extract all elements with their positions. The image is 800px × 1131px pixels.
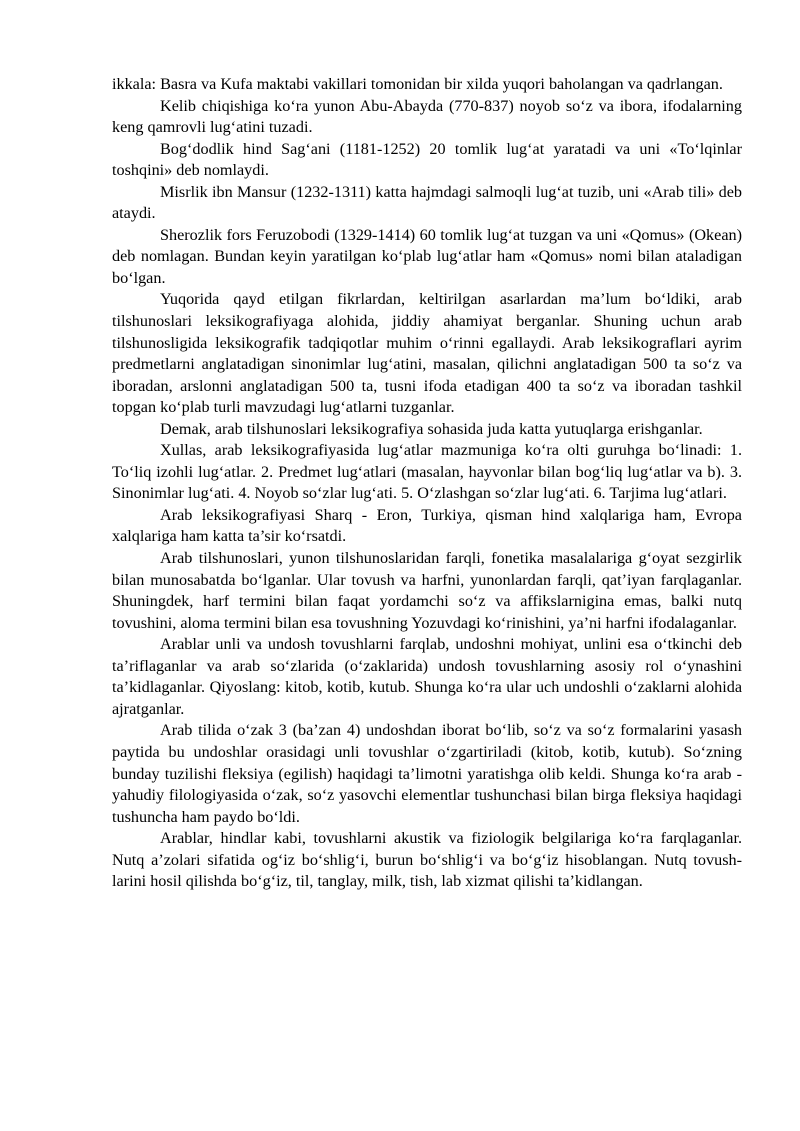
paragraph: Arab tilida o‘zak 3 (ba’zan 4) undoshdan iborat bo‘lib, so‘z va so‘z formalarini yasash paytida bu undoshlar orasidagi unli tovushlar o‘zgartiriladi (kitob, kotib, kutub). So‘zning bunday tuzilishi fleksiya (egilish) haqidagi ta’limotni yaratishga olib keldi. Shunga ko‘ra arab - yahudiy filologiyasida o‘zak, so‘z yasovchi elementlar tushunchasi bilan birga fleksiya haqidagi tushuncha ham paydo bo‘ldi. [112, 721, 742, 826]
paragraph: Arab tilshunoslari, yunon tilshunoslaridan farqli, fonetika masalalariga g‘oyat sezgirlik bilan munosabatda bo‘lganlar. Ular tovush va harfni, yunonlardan farqli, qat’iyan farqlaganlar. Shuningdek, harf termini bilan faqat yordamchi so‘z va affikslarnigina emas, balki nutq tovushini, aloma termini bilan esa tovushning Yozuvdagi ko‘rinishini, ya’ni harfni ifodalaganlar. [112, 549, 742, 632]
paragraph: ikkala: Basra va Kufa maktabi vakillari tomonidan bir xilda yuqori baholangan va qadrlangan. [112, 75, 723, 93]
paragraph: Bog‘dodlik hind Sag‘ani (1181-1252) 20 tomlik lug‘at yaratadi va uni «To‘lqinlar toshqini» deb nomlaydi. [112, 139, 742, 180]
document-page [112, 74, 742, 893]
paragraph: Kelib chiqishiga ko‘ra yunon Abu-Abayda (770-837) noyob so‘z va ibora, ifodalarning keng qamrovli lug‘atini tuzadi. [112, 96, 742, 137]
paragraph: Arab leksikografiyasi Sharq - Eron, Turkiya, qisman hind xalqlariga ham, Evropa xalqlariga ham katta ta’sir ko‘rsatdi. [112, 505, 742, 546]
paragraph: Demak, arab tilshunoslari leksikografiya sohasida juda katta yutuqlarga erishganlar. [160, 419, 703, 438]
paragraph: Arablar, hindlar kabi, tovushlarni akustik va fiziologik belgilariga ko‘ra farqlaganlar. Nutq a’zolari sifatida og‘iz bo‘shlig‘i, burun bo‘shlig‘i va bo‘g‘iz hisoblangan. Nutq tovush-larini hosil qilishda bo‘g‘iz, til, tanglay, milk, tish, lab xizmat qilishi ta’kidlangan. [112, 829, 742, 891]
paragraph: Xullas, arab leksikografiyasida lug‘atlar mazmuniga ko‘ra olti guruhga bo‘linadi: 1. To‘liq izohli lug‘atlar. 2. Predmet lug‘atlari (masalan, hayvonlar bilan bog‘liq lug‘atlar va b). 3. Sinonimlar lug‘ati. 4. Noyob so‘zlar lug‘ati. 5. O‘zlashgan so‘zlar lug‘ati. 6. Tarjima lug‘atlari. [112, 441, 742, 503]
paragraph: Arablar unli va undosh tovushlarni farqlab, undoshni mohiyat, unlini esa o‘tkinchi deb ta’riflaganlar va arab so‘zlarida (o‘zaklarida) undosh tovushlarning asosiy rol o‘ynashini ta’kidlaganlar. Qiyoslang: kitob, kotib, kutub. Shunga ko‘ra ular uch undoshli o‘zaklarni alohida ajratganlar. [112, 635, 742, 718]
paragraph: Yuqorida qayd etilgan fikrlardan, keltirilgan asarlardan ma’lum bo‘ldiki, arab tilshunoslari leksikografiyaga alohida, jiddiy ahamiyat berganlar. Shuning uchun arab tilshunosligida leksikografik tadqiqotlar muhim o‘rinni egallaydi. Arab leksikograflari ayrim predmetlarni anglatadigan sinonimlar lug‘atini, masalan, qilichni anglatadigan 500 ta so‘z va iboradan, arslonni anglatadigan 500 ta, tusni ifoda etadigan 400 ta so‘z va iboradan tashkil topgan ko‘plab turli mavzudagi lug‘atlarni tuzganlar. [112, 290, 742, 417]
paragraph: Sherozlik fors Feruzobodi (1329-1414) 60 tomlik lug‘at tuzgan va uni «Qomus» (Okean) deb nomlagan. Bundan keyin yaratilgan ko‘plab lug‘atlar ham «Qomus» nomi bilan ataladigan bo‘lgan. [112, 225, 742, 287]
paragraph: Misrlik ibn Mansur (1232-1311) katta hajmdagi salmoqli lug‘at tuzib, uni «Arab tili» deb ataydi. [112, 182, 742, 223]
